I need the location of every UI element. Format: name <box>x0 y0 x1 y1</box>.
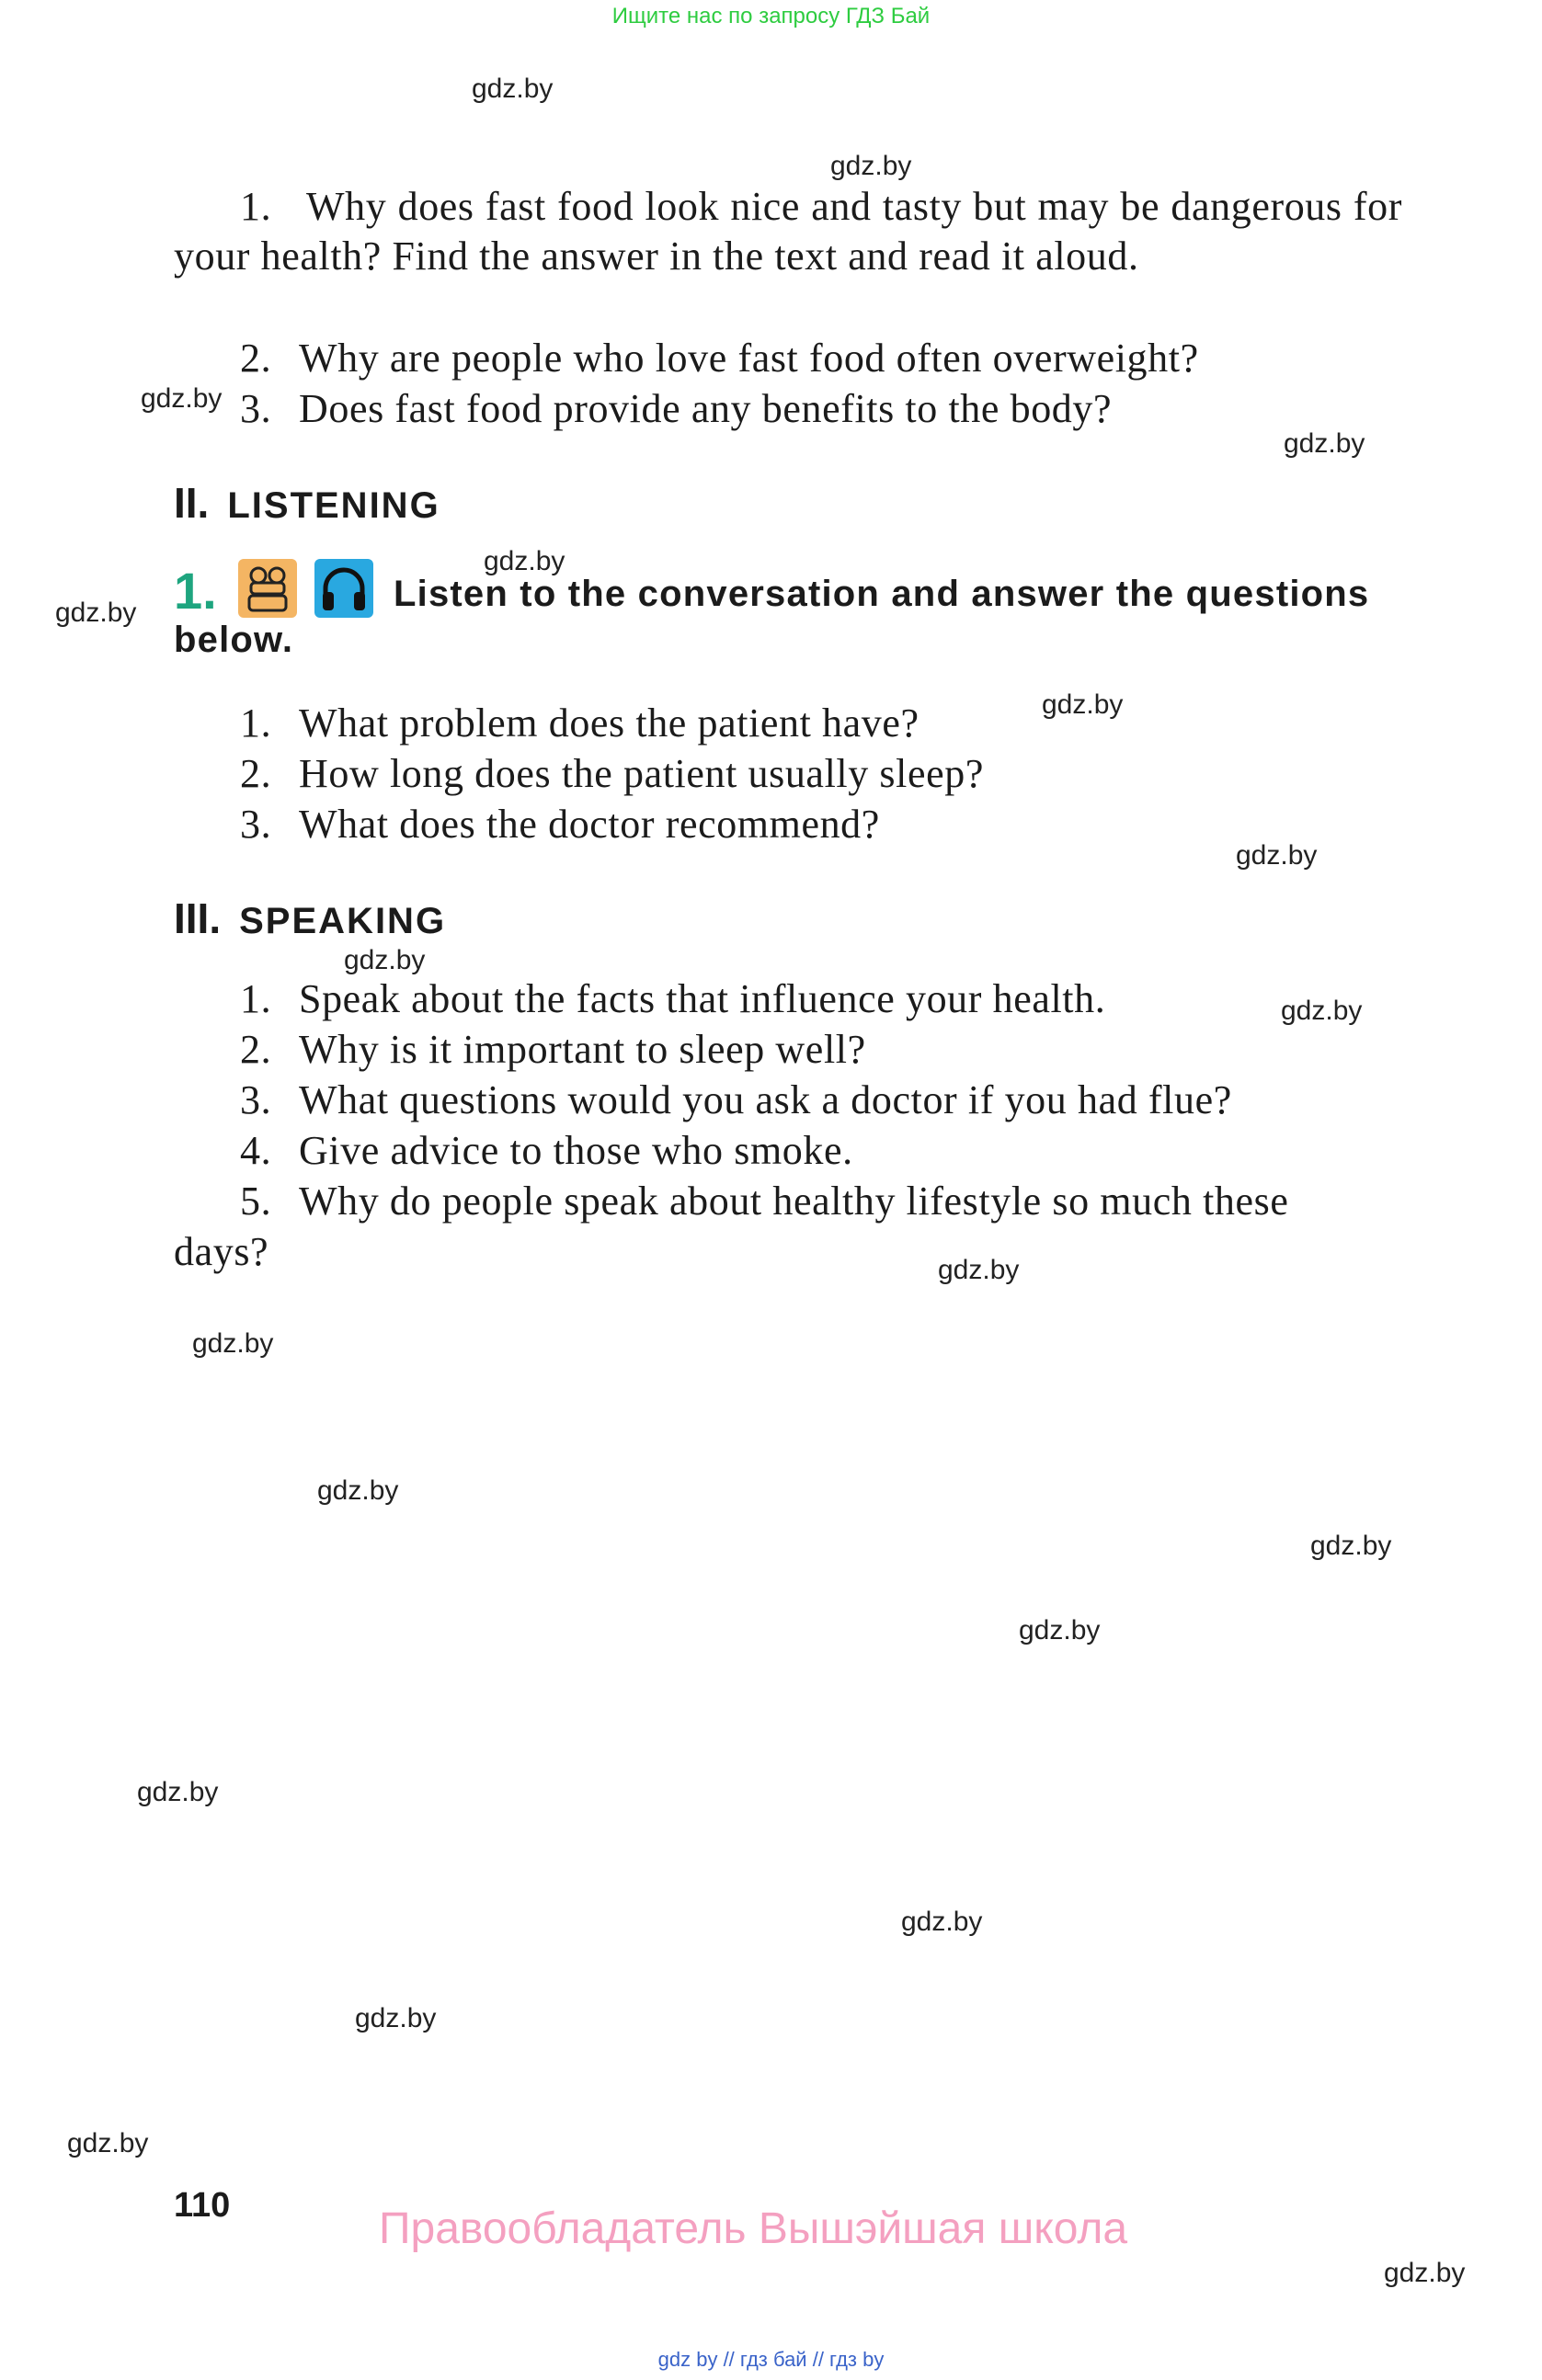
watermark: gdz.by <box>830 151 912 181</box>
watermark: gdz.by <box>901 1907 983 1937</box>
question-text: Why are people who love fast food often overweight? <box>299 336 1199 381</box>
question-text: What problem does the patient have? <box>299 700 919 746</box>
watermark: gdz.by <box>1384 2258 1466 2288</box>
watermark: gdz.by <box>1281 996 1363 1026</box>
question-number: 2. <box>240 751 272 796</box>
headphones-icon <box>314 559 373 618</box>
footer-links[interactable]: gdz by // гдз бай // гдз by <box>657 2348 885 2371</box>
task-number: 1. <box>174 562 217 620</box>
top-banner[interactable]: Ищите нас по запросу ГДЗ Бай <box>611 4 931 28</box>
question-text: What does the doctor recommend? <box>299 802 880 847</box>
speaking-question <box>240 1126 853 1176</box>
listening-question <box>240 749 984 799</box>
task-instruction-continuation: below. <box>174 620 294 660</box>
watermark: gdz.by <box>141 383 223 414</box>
question-number: 2. <box>240 336 272 381</box>
task-instruction: Listen to the conversation and answer the questions <box>394 574 1370 614</box>
question-text: Speak about the facts that influence your health. <box>299 976 1106 1021</box>
reading-question <box>240 384 1112 434</box>
section-roman-numeral: III. <box>174 894 222 942</box>
section-title: SPEAKING <box>239 901 447 941</box>
copyright-notice: Правообладатель Вышэйшая школа <box>379 2204 1128 2253</box>
question-continuation: days? <box>174 1229 269 1274</box>
question-text: How long does the patient usually sleep? <box>299 751 984 796</box>
question-number: 1. <box>240 184 272 229</box>
question-number: 3. <box>240 802 272 847</box>
watermark: gdz.by <box>1310 1531 1392 1561</box>
question-number: 3. <box>240 1077 272 1122</box>
question-number: 2. <box>240 1027 272 1072</box>
watermark: gdz.by <box>1019 1615 1101 1646</box>
question-text: Why do people speak about healthy lifestyle so much these <box>299 1179 1289 1224</box>
watermark: gdz.by <box>355 2003 437 2033</box>
watermark: gdz.by <box>55 598 137 628</box>
group-work-icon <box>238 559 297 618</box>
watermark: gdz.by <box>344 945 426 975</box>
listening-question <box>240 800 880 849</box>
speaking-question <box>240 1076 1232 1125</box>
watermark: gdz.by <box>192 1328 274 1359</box>
listening-question <box>240 699 919 748</box>
question-text: Why does fast food look nice and tasty but may be dangerous for your health? Find the answer in the text and read it aloud. <box>174 184 1402 279</box>
speaking-question <box>240 1025 866 1075</box>
section-roman-numeral: II. <box>174 479 210 527</box>
question-text: What questions would you ask a doctor if you had flue? <box>299 1077 1232 1122</box>
reading-question <box>174 182 1402 281</box>
question-text: Does fast food provide any benefits to the body? <box>299 386 1113 431</box>
watermark: gdz.by <box>938 1255 1020 1285</box>
reading-question <box>240 334 1199 383</box>
question-number: 1. <box>240 976 272 1021</box>
watermark: gdz.by <box>472 74 554 104</box>
watermark: gdz.by <box>1236 840 1318 871</box>
watermark: gdz.by <box>67 2128 149 2158</box>
speaking-question <box>240 974 1105 1024</box>
section-heading-speaking <box>174 894 446 943</box>
watermark: gdz.by <box>1284 428 1365 459</box>
question-number: 1. <box>240 700 272 746</box>
question-number: 4. <box>240 1128 272 1173</box>
page-number: 110 <box>174 2186 231 2225</box>
question-number: 5. <box>240 1179 272 1224</box>
watermark: gdz.by <box>317 1475 399 1506</box>
question-text: Give advice to those who smoke. <box>299 1128 853 1173</box>
speaking-question <box>240 1177 1288 1226</box>
section-heading-listening <box>174 478 440 528</box>
watermark: gdz.by <box>1042 689 1124 720</box>
question-number: 3. <box>240 386 272 431</box>
watermark: gdz.by <box>137 1777 219 1807</box>
section-title: LISTENING <box>227 485 440 526</box>
question-text: Why is it important to sleep well? <box>299 1027 866 1072</box>
watermark: gdz.by <box>484 546 565 576</box>
